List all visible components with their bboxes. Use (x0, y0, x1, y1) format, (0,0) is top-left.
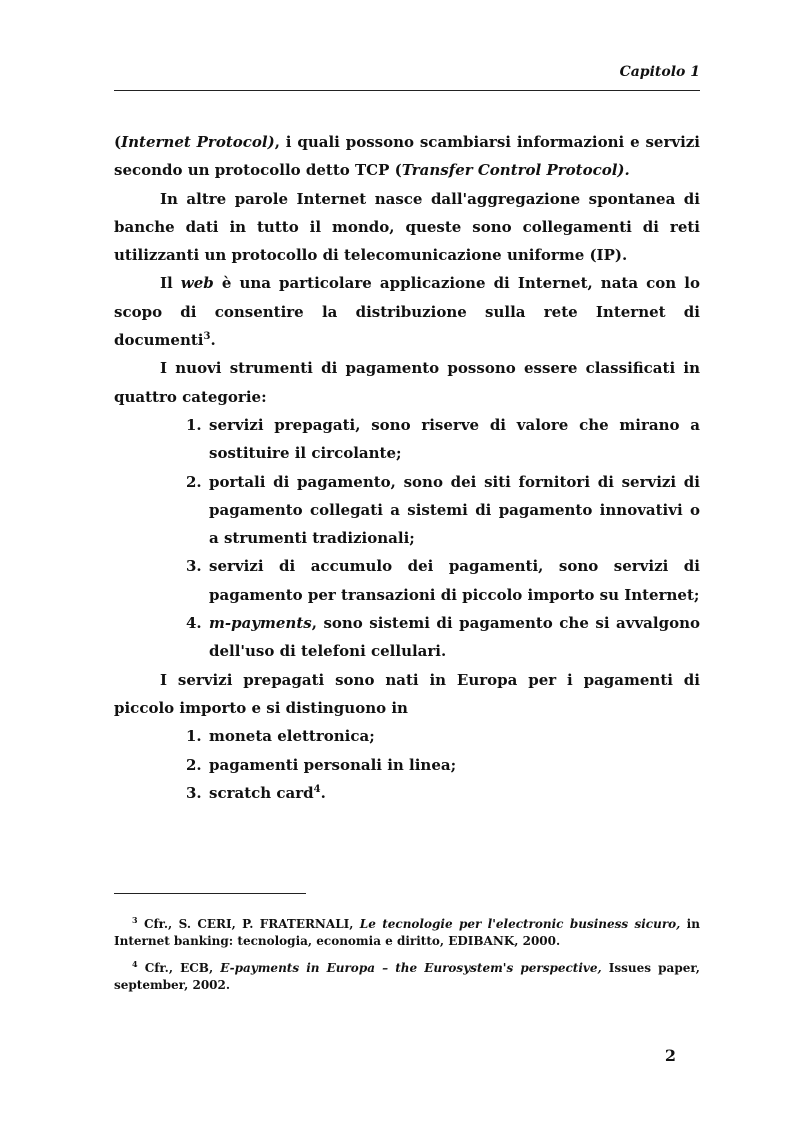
list-end: . (320, 783, 326, 802)
list-text: scratch card (209, 783, 314, 802)
list-item (114, 552, 700, 609)
list-number: 2. (186, 755, 202, 774)
footnote (114, 916, 700, 950)
paragraph-3-before: Il (160, 274, 181, 293)
footnote-text: in Internet banking: tecnologia, economia e diritto, EDIBANK, 2000. (114, 917, 700, 948)
list-number: 1. (186, 727, 202, 746)
header-rule (114, 90, 700, 91)
list-item (114, 779, 700, 807)
footnote-ref-3: 3 (203, 331, 211, 343)
list-text: portali di pagamento, sono dei siti fornitori di servizi di pagamento collegati a sistemi di pagamento innovativi o a strumenti tradizionali; (209, 472, 700, 548)
running-header: Capitolo 1 (619, 64, 700, 80)
footnote-marker: 3 (132, 915, 138, 925)
footnote-text: Cfr., S. CERI, P. FRATERNALI, (143, 917, 360, 931)
term-internet-protocol: Internet Protocol) (121, 133, 275, 151)
footnote-ref-4: 4 (313, 783, 321, 795)
paragraph-3-end: . (210, 331, 216, 350)
paragraph-1-text: , i quali possono scambiarsi informazioni e servizi secondo un protocollo detto TCP ( (114, 133, 700, 180)
footnotes (114, 916, 700, 1004)
footnote-title: Le tecnologie per l'electronic business sicuro, (359, 917, 681, 931)
list-number: 4. (186, 614, 202, 633)
term-transfer-control-protocol: Transfer Control Protocol). (401, 161, 630, 180)
page-number: 2 (664, 1046, 676, 1065)
footnote-title: E-payments in Europa – the Eurosystem's perspective, (220, 961, 602, 975)
categories-list (114, 411, 700, 666)
paragraph-2: In altre parole Internet nasce dall'aggregazione spontanea di banche dati in tutto il mondo, queste sono collegamenti di reti utilizzanti un protocollo di telecomunicazione uniforme (IP). (114, 189, 700, 265)
footnote (114, 960, 700, 994)
list-item (114, 751, 700, 779)
paragraph-5: I servizi prepagati sono nati in Europa per i pagamenti di piccolo importo e si distinguono in (114, 670, 700, 717)
list-item (114, 411, 700, 468)
paragraph-1 (114, 128, 700, 185)
term-web: web (180, 274, 214, 293)
footnote-text: Issues paper, september, 2002. (114, 961, 700, 992)
paragraph-3 (114, 269, 700, 354)
footnote-rule (114, 893, 306, 894)
list-number: 3. (186, 557, 202, 576)
list-number: 2. (186, 472, 202, 491)
prepaid-list (114, 722, 700, 807)
list-text: , sono sistemi di pagamento che si avvalgono dell'uso di telefoni cellulari. (209, 614, 700, 661)
paren: ( (114, 133, 122, 151)
paragraph-3-text: è una particolare applicazione di Internet, nata con lo scopo di consentire la distribuzione sulla rete Internet di documenti (114, 274, 700, 350)
list-item (114, 609, 700, 666)
list-text: moneta elettronica; (209, 727, 375, 746)
list-item (114, 722, 700, 750)
list-number: 3. (186, 783, 202, 802)
term-m-payments: m-payments (209, 614, 312, 633)
footnote-marker: 4 (132, 959, 138, 969)
list-number: 1. (186, 415, 202, 434)
list-text: servizi di accumulo dei pagamenti, sono servizi di pagamento per transazioni di piccolo importo su Internet; (209, 557, 700, 604)
list-text: pagamenti personali in linea; (209, 755, 457, 774)
body-text (114, 128, 700, 807)
paragraph-4: I nuovi strumenti di pagamento possono essere classificati in quattro categorie: (114, 359, 700, 406)
list-text: servizi prepagati, sono riserve di valore che mirano a sostituire il circolante; (209, 415, 700, 463)
footnote-text: Cfr., ECB, (144, 961, 221, 975)
list-item (114, 468, 700, 553)
